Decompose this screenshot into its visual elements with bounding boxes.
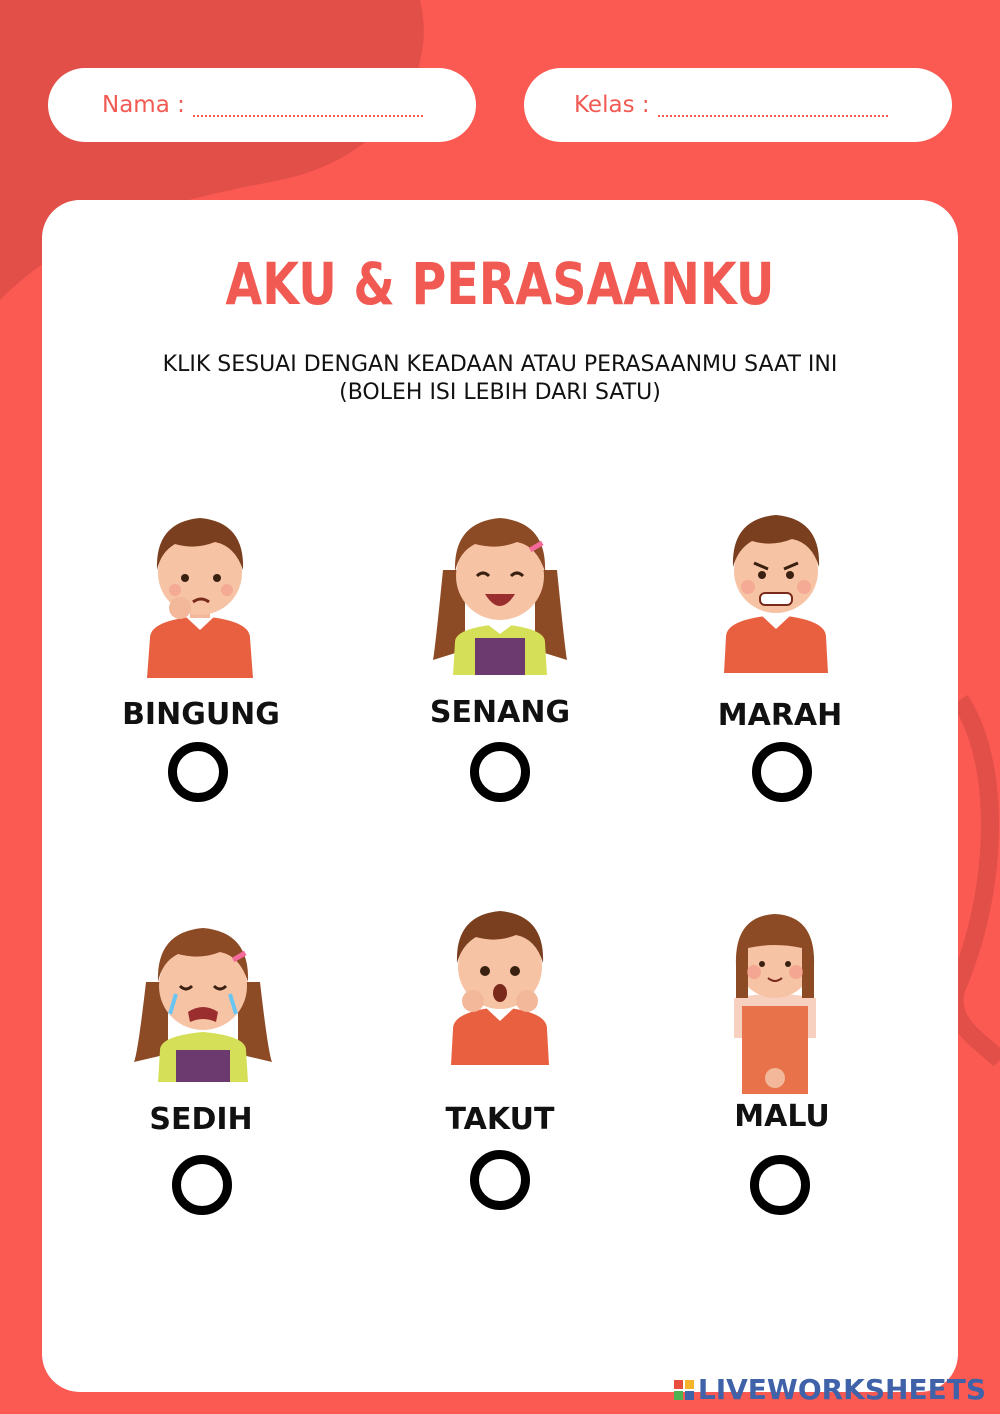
emotion-label-bingung: BINGUNG (122, 697, 280, 732)
brand-text: LIVEWORKSHEETS (697, 1373, 986, 1406)
name-input-line[interactable] (193, 93, 423, 117)
emotion-label-sedih: SEDIH (149, 1102, 253, 1137)
instruction-line-2: (BOLEH ISI LEBIH DARI SATU) (339, 380, 661, 405)
radio-marah[interactable] (752, 742, 812, 802)
liveworksheets-brand (674, 1373, 986, 1406)
class-input-line[interactable] (658, 93, 888, 117)
class-label: Kelas : (574, 92, 650, 118)
page-title: AKU & PERASAANKU (225, 250, 775, 318)
radio-bingung[interactable] (168, 742, 228, 802)
radio-takut[interactable] (470, 1150, 530, 1210)
confused-boy-icon (135, 508, 265, 678)
shy-girl-icon (720, 908, 830, 1094)
emotion-label-takut: TAKUT (445, 1102, 555, 1137)
angry-boy-icon (716, 505, 836, 673)
emotion-label-senang: SENANG (429, 695, 571, 730)
liveworksheets-logo-icon (674, 1380, 694, 1400)
name-field[interactable] (48, 68, 476, 142)
emotion-label-malu: MALU (734, 1099, 830, 1134)
name-label: Nama : (102, 92, 185, 118)
crying-girl-icon (128, 922, 278, 1082)
radio-sedih[interactable] (172, 1155, 232, 1215)
happy-girl-icon (425, 510, 575, 675)
scared-boy-icon (445, 905, 555, 1065)
class-field[interactable] (524, 68, 952, 142)
radio-senang[interactable] (470, 742, 530, 802)
instruction-line-1: KLIK SESUAI DENGAN KEADAAN ATAU PERASAANMU SAAT INI (162, 352, 838, 377)
radio-malu[interactable] (750, 1155, 810, 1215)
emotion-label-marah: MARAH (717, 698, 843, 733)
